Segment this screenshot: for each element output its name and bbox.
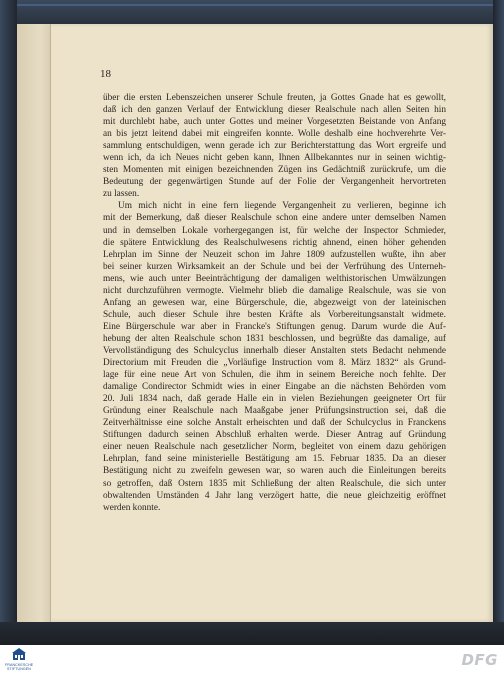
text-line [103,249,446,261]
text-line [103,465,446,477]
text-line [103,285,446,297]
paragraph-first-line [103,200,446,212]
text-line-content: daß ich den ganzen Verlauf der Entwicklung dieser Realschule nach allen Seiten hin [103,105,446,116]
text-line-content: Schule, auch dieser Schule ihre besten Kräfte als Vorbereitungsanstalt widmete. [103,309,446,320]
text-line [103,225,446,237]
text-line-content: sten Momenten mit einigen bezeichnenden Zügen ins Gedächtniß zurückrufe, um die [103,165,446,176]
text-line [103,478,446,490]
text-line-content: über die ersten Lebenszeichen unserer Schule freuten, ja Gottes Gnade hat es gewollt, [103,93,446,103]
dfg-logo[interactable]: DFG [461,651,498,669]
text-line [103,429,446,441]
text-line [103,453,446,465]
text-line-content: Directorium mit Freuden die „Vorläufige Instruction vom 8. März 1832“ als Grund- [103,358,446,369]
text-line-content: Vervollständigung des Schulcyclus innerhalb dieser Anstalten stets Bedacht nehmende [103,345,446,356]
text-line [103,417,446,429]
text-line-content: mit durchlebt habe, auch unter Gottes und meiner Vorgesetzten Beistande von Anfang [103,117,446,128]
binding-edge-line [0,4,504,6]
francke-foundations-logo[interactable] [5,647,33,673]
text-line-content: die spätere Entwicklung des Realschulwesens richtig ahnend, einen höher gehenden [103,237,446,248]
text-line [103,212,446,224]
text-line [103,297,446,309]
text-line-content: obwaltenden Umständen 4 Jahr lang verzögert hatte, die neue gleichzeitig eröffnet [103,490,446,501]
text-line [103,261,446,273]
book-binding-bottom [0,622,504,645]
text-line [103,345,446,357]
text-line [103,369,446,381]
text-line [103,128,446,140]
text-line-content: 20. Juli 1834 nach, daß gerade Halle ein in vielen Beziehungen geeigneter Ort für [103,394,446,405]
text-line-content: Bestätigung nicht zu zweifeln gewesen war, so waren auch die Einleitungen bereits [103,466,446,477]
text-line-content: Anfang an gewesen war, eine Bürgerschule, die, abgezweigt von der lateinischen [103,297,446,308]
logo-text-line-2: STIFTUNGEN [7,667,31,671]
text-line [103,405,446,417]
text-line [103,92,446,104]
text-line-content: mens, wie auch unter Beeinträchtigung der damaligen welthistorischen Umwälzungen [103,273,446,284]
text-line [103,381,446,393]
text-line-content: Lehrplan im Sinne der Neuzeit schon im Jahre 1809 aufzustellen wußte, ihn aber [103,249,446,260]
text-line-content: einer neuen Realschule nach gesetzlicher Norm, begleitet von einem dazu gehörigen [103,442,446,453]
text-line [103,393,446,405]
text-line [103,321,446,333]
text-line [103,140,446,152]
body-text [103,92,446,514]
text-line [103,273,446,285]
text-line [103,490,446,502]
text-line [103,333,446,345]
logo-text-line-1: FRANCKESCHE [5,663,34,667]
text-line-content: an bis jetzt leitend dabei mit eingreifen konnte. Wolle deshalb eine hochverehrte Ver- [103,129,446,140]
text-line [103,152,446,164]
paragraph-end-line [103,502,446,514]
text-line-content: lage für eine neue Art von Schulen, die ihm in seinem Bereiche noch fehlte. Der [103,370,446,381]
text-line-content: bei seiner kurzen Wirksamkeit an der Schule und bei der Verfrühung des Unterneh- [103,261,446,272]
text-line [103,116,446,128]
text-line-content: wenn ich, da ich Neues nicht geben kann, Ihnen Allbekanntes nur in seinen wichtig- [103,153,446,164]
text-line-content: werden konnte. [103,502,161,513]
text-line-content: Bedeutung der gegenwärtigen Stunde auf der Folie der Vergangenheit hervortreten [103,177,446,188]
text-line-content: Zeitverhältnisse eine solche Anstalt erheischten und daß der Schulcyclus in Franckens [103,418,446,429]
text-line-content: hebung der alten Realschule schon 1831 beschlossen, und begrüßte das damalige, auf [103,333,446,344]
text-line-content: Um mich nicht in eine fern liegende Vergangenheit zu verlieren, beginne ich [118,201,446,212]
page-number: 18 [100,68,111,80]
page-gutter [17,24,51,622]
text-line-content: Eine Bürgerschule war aber in Francke's Stiftungen genug. Darum wurde die Auf- [103,321,446,332]
text-line-content: sammlung entschuldigen, wenn gerade ich zur Berichterstattung das Wort ergreife und [103,141,446,152]
text-line [103,441,446,453]
text-line [103,357,446,369]
paragraph-end-line [103,188,446,200]
gutter-fold-line [50,24,51,622]
text-line-content: Stiftungen dadurch seinen Abschluß erhalten werde. Dieser Antrag auf Gründung [103,430,446,441]
text-line-content: so getroffen, daß Ostern 1835 mit Schließung der alten Realschule, die sich unter [103,478,446,489]
book-binding-right [493,0,504,645]
text-line [103,237,446,249]
text-line [103,164,446,176]
text-line-content: zu lassen. [103,189,140,200]
text-line-content: mit der Bemerkung, daß dieser Realschule schon eine andere unter demselben Namen [103,213,446,224]
viewer-footer [0,645,504,675]
book-binding-left [0,0,17,645]
text-line [103,309,446,321]
text-line-content: und in demselben Lokale vorhergegangen ist, für welche der Inspector Schmieder, [103,225,446,236]
text-line-content: Gründung einer Realschule nach Maaßgabe jener Prüfungsinstruction sei, daß die [103,406,446,417]
text-line [103,104,446,116]
text-line-content: Lehrplan, fand seine ministerielle Bestätigung am 15. Februar 1835. Da an dieser [103,454,446,465]
francke-foundations-logo-icon [12,647,26,661]
text-line-content: nicht durchzuführen vermogte. Vielmehr blieb die damalige Realschule, was sie von [103,285,446,296]
text-line-content: damalige Condirector Schmidt wies in einer Eingabe an die nächsten Behörden vom [103,382,446,393]
text-line [103,176,446,188]
